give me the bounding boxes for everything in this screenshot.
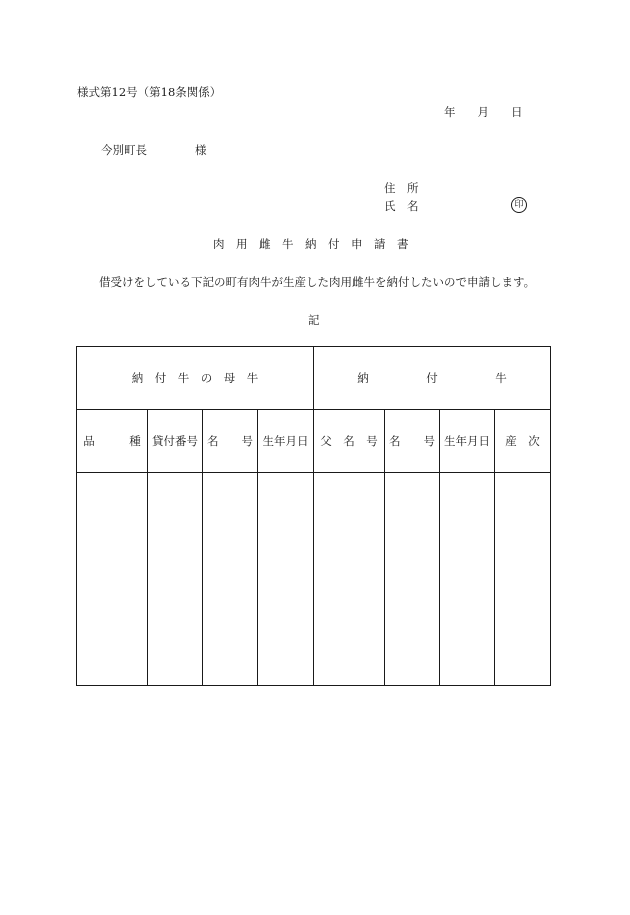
form-number: 様式第12号（第18条関係） [77,85,222,99]
column-header-loan-number: 貸付番号 [148,410,203,473]
entry-cell-name[interactable] [203,473,258,686]
column-header-birthdate: 生年月日 [258,410,314,473]
column-header-breed: 品 種 [77,410,148,473]
column-header-name: 名 号 [203,410,258,473]
date-month-label: 月 [477,105,489,119]
entry-cell-calf-name[interactable] [385,473,440,686]
column-header-father-name: 父 名 号 [314,410,385,473]
column-header-parity: 産 次 [495,410,551,473]
date-year-label: 年 [444,105,456,119]
address-label: 住 所 [384,181,419,195]
group-header-mother-cow: 納 付 牛 の 母 牛 [77,347,314,410]
entry-cell-loan-number[interactable] [148,473,203,686]
document-title: 肉 用 雌 牛 納 付 申 請 書 [213,237,409,251]
body-text: 借受けをしている下記の町有肉牛が生産した肉用雌牛を納付したいので申請します。 [99,275,536,289]
ki-marker: 記 [308,313,320,327]
addressee-honorific: 様 [195,143,207,157]
column-header-calf-birthdate: 生年月日 [440,410,495,473]
entry-cell-parity[interactable] [495,473,551,686]
entry-cell-father-name[interactable] [314,473,385,686]
date-line [444,104,523,120]
column-header-calf-name: 名 号 [385,410,440,473]
column-header-row [77,410,551,473]
table-row [77,473,551,686]
entry-cell-calf-birthdate[interactable] [440,473,495,686]
addressee-name: 今別町長 [101,143,147,157]
seal-mark: 印 [511,197,527,213]
date-day-label: 日 [511,105,523,119]
name-label: 氏 名 [384,199,419,213]
record-table [76,346,551,686]
entry-cell-breed[interactable] [77,473,148,686]
group-header-delivered-cow: 納 付 牛 [314,347,551,410]
group-header-row [77,347,551,410]
addressee [101,142,207,158]
entry-cell-birthdate[interactable] [258,473,314,686]
